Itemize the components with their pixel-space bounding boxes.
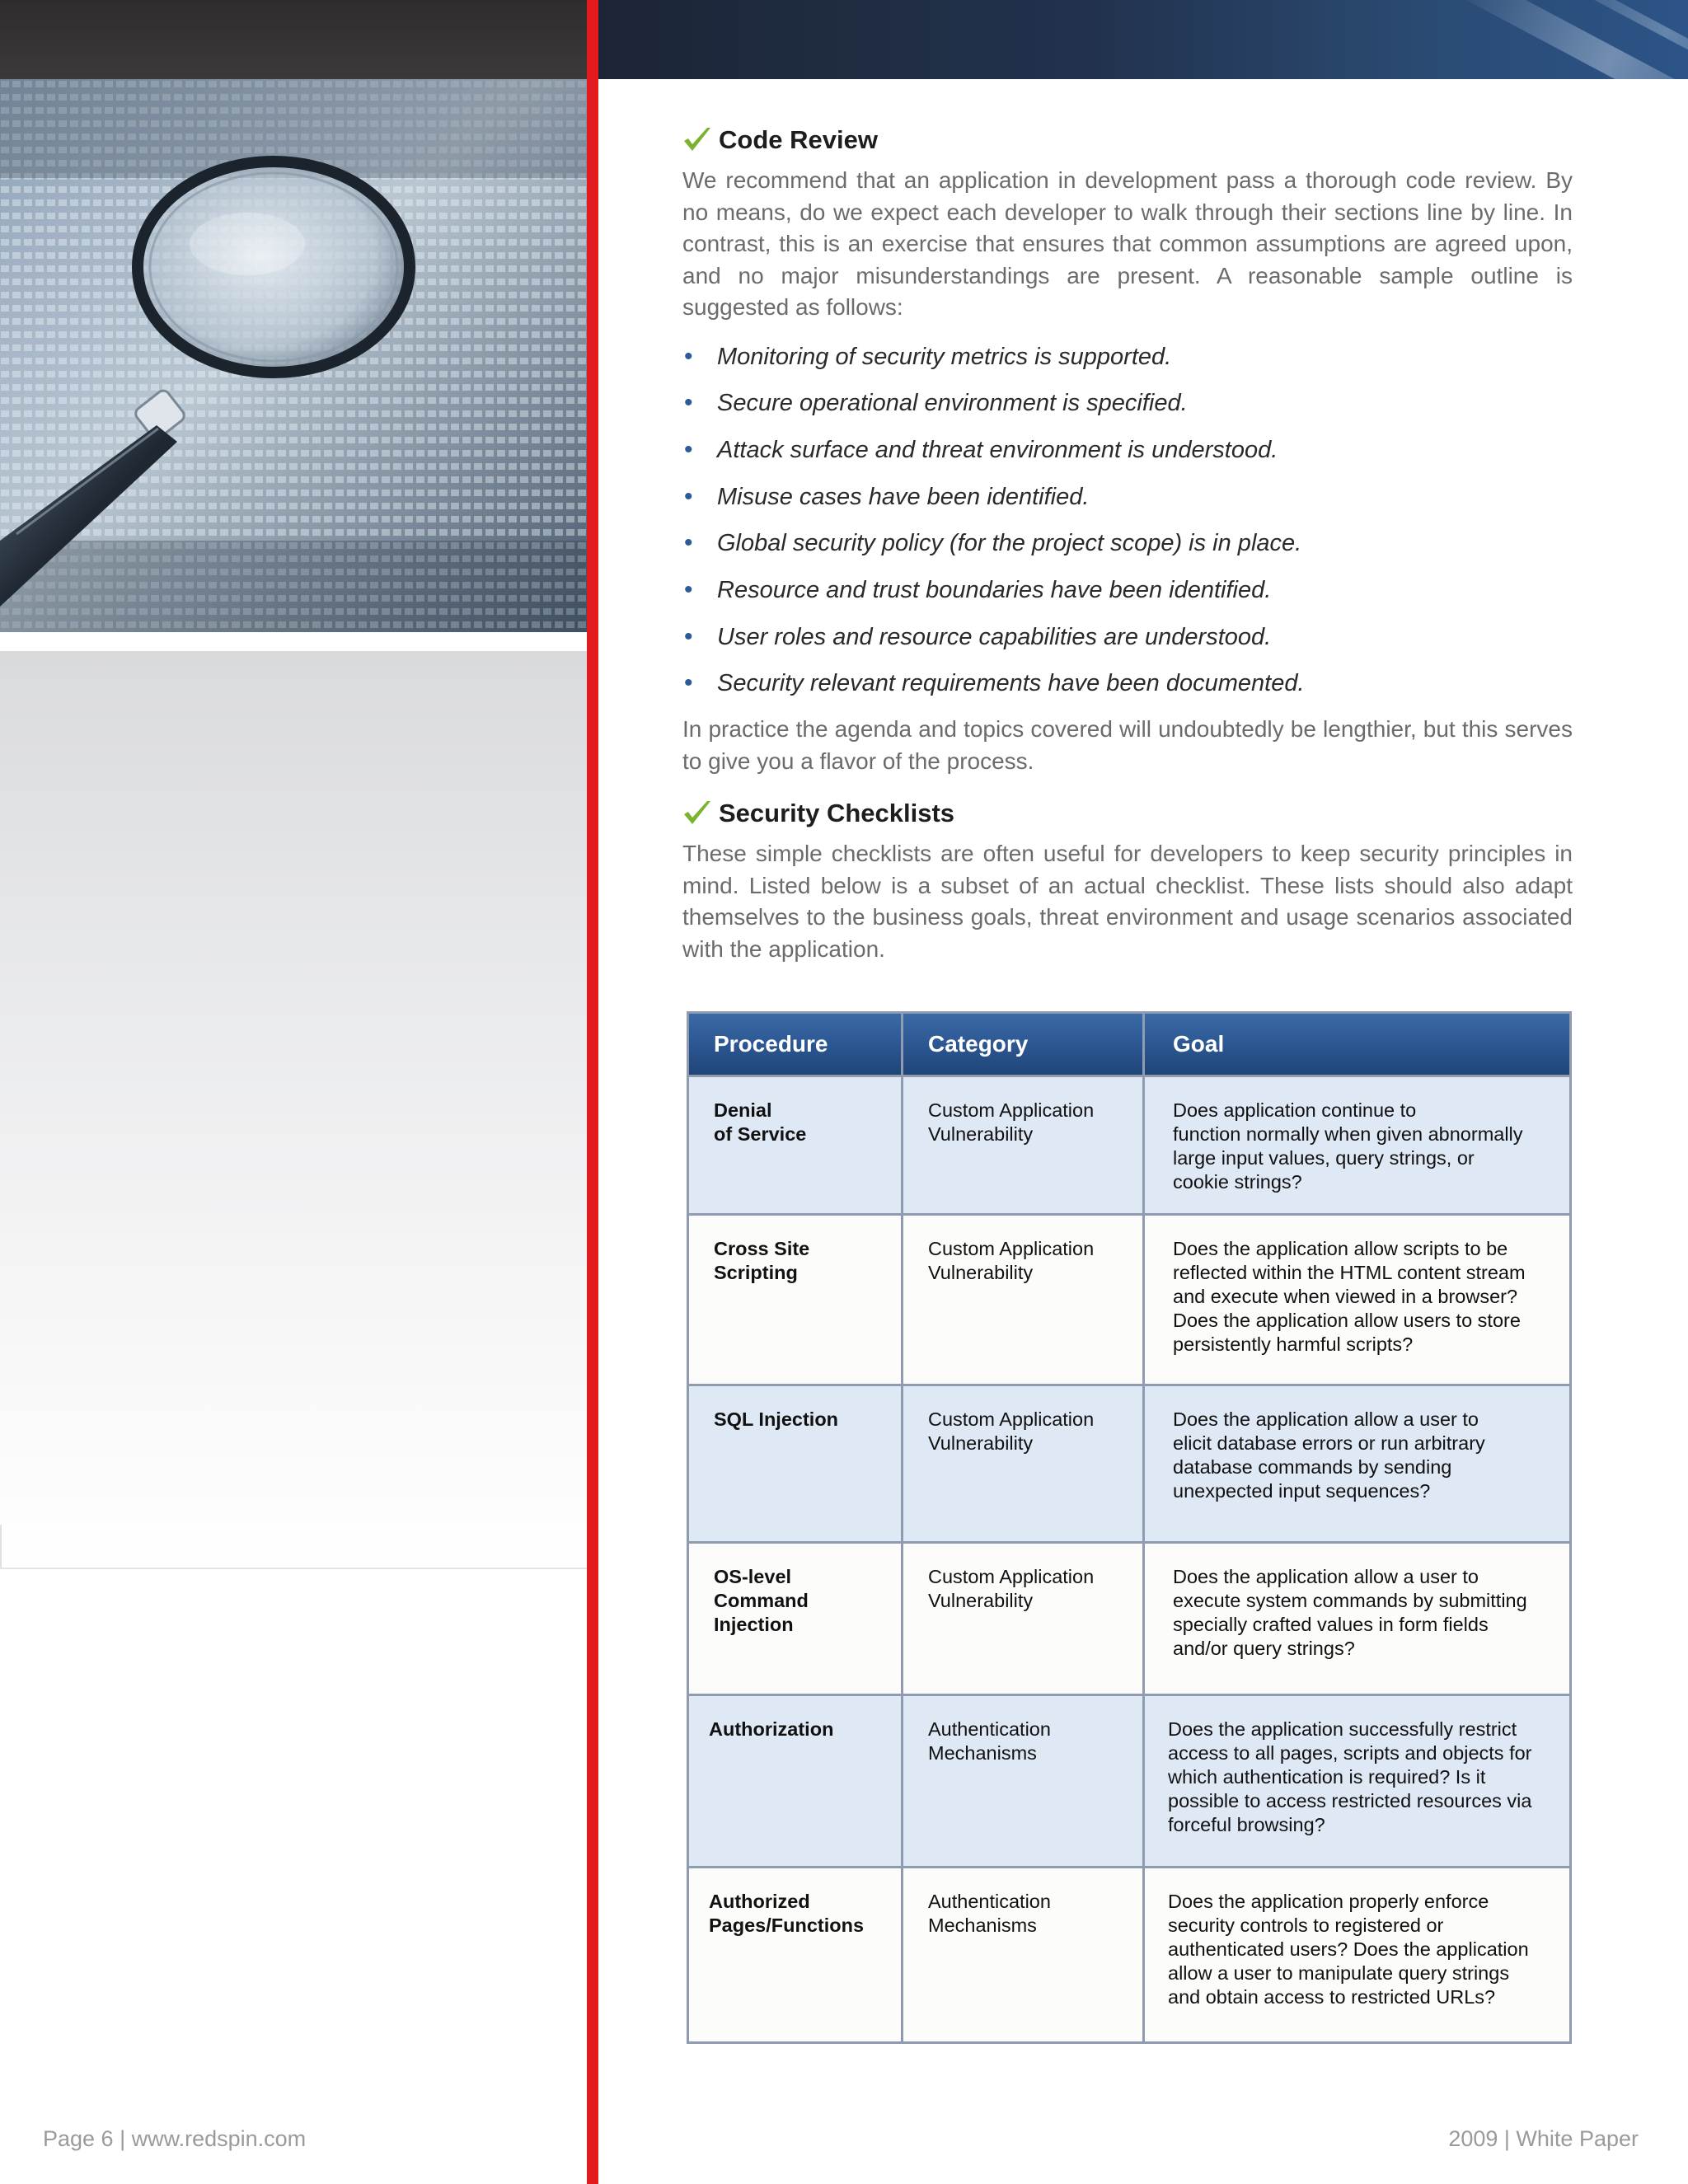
main-content	[682, 124, 1573, 965]
security-checklists-heading	[682, 797, 1573, 830]
security-checklist-table	[687, 1011, 1572, 2044]
list-item	[682, 574, 1573, 621]
list-item	[682, 434, 1573, 480]
sidebar-gradient-panel	[0, 651, 587, 1570]
bullet-dot-icon: •	[684, 575, 693, 603]
list-item	[682, 527, 1573, 574]
bullet-text: Resource and trust boundaries have been identified.	[717, 576, 1272, 603]
column-header-goal: Goal	[1173, 1031, 1225, 1057]
cell-goal: Does the application successfully restrict access to all pages, scripts and objects for which authentication is required? Is it possible to access restricted resources via forceful browsing?	[1168, 1718, 1532, 1835]
green-checkmark-icon	[682, 799, 712, 827]
cell-procedure: Cross Site Scripting	[689, 1216, 903, 1384]
bullet-text: Global security policy (for the project scope) is in place.	[717, 530, 1302, 557]
cell-procedure: Authorization	[689, 1696, 903, 1866]
bullet-dot-icon: •	[684, 342, 693, 370]
cell-category: Authentication Mechanisms	[903, 1868, 1145, 2041]
cell-goal: Does the application allow a user to execute system commands by submitting specially crafted values in form fields and/or query strings?	[1173, 1566, 1527, 1659]
bullet-dot-icon: •	[684, 669, 693, 697]
security-checklists-intro: These simple checklists are often useful for developers to keep security principles in mind. Listed below is a subset of an actual checklist. These lists should also adapt themselves to the business goals, threat environment and usage scenarios associated with the application.	[682, 841, 1573, 962]
bullet-dot-icon: •	[684, 529, 693, 557]
table-row	[689, 1077, 1569, 1216]
bullet-dot-icon: •	[684, 389, 693, 417]
list-item	[682, 621, 1573, 668]
red-divider-bar	[587, 0, 598, 2184]
table-row	[689, 1868, 1569, 2041]
cell-procedure: OS-level Command Injection	[689, 1544, 903, 1694]
list-item	[682, 387, 1573, 434]
cell-goal: Does the application properly enforce security controls to registered or authenticated users? Does the application allow a user to manipulate query strings and obtain access to restricted URLs?	[1168, 1891, 1529, 2008]
table-row	[689, 1544, 1569, 1696]
bullet-dot-icon: •	[684, 482, 693, 510]
cell-category: Custom Application Vulnerability	[903, 1216, 1145, 1384]
bullet-dot-icon: •	[684, 435, 693, 463]
code-review-title: Code Review	[719, 125, 878, 154]
cell-goal: Does application continue to function normally when given abnormally large input values, query strings, or cookie strings?	[1173, 1099, 1523, 1193]
footer-doc-info: 2009 | White Paper	[1448, 2126, 1639, 2151]
table-row	[689, 1386, 1569, 1544]
table-row	[689, 1696, 1569, 1868]
banner-light-streak	[1451, 0, 1688, 79]
code-review-intro: We recommend that an application in development pass a thorough code review. By no means, do we expect each developer to walk through their sections line by line. In contrast, this is an exercise that ensures that common assumptions are agreed upon, and no major misunderstandings are present. A reasonable sample outline is suggested as follows:	[682, 167, 1573, 320]
list-item	[682, 667, 1573, 714]
code-review-heading	[682, 124, 1573, 157]
green-checkmark-icon	[682, 126, 712, 154]
cell-procedure: Authorized Pages/Functions	[689, 1868, 903, 2041]
bullet-text: Attack surface and threat environment is understood.	[717, 436, 1278, 463]
top-left-banner	[0, 0, 587, 79]
bullet-text: Monitoring of security metrics is supported.	[717, 343, 1172, 370]
bullet-text: Security relevant requirements have been documented.	[717, 670, 1305, 697]
cell-goal: Does the application allow a user to elicit database errors or run arbitrary database commands by sending unexpected input sequences?	[1173, 1408, 1485, 1502]
cell-category: Authentication Mechanisms	[903, 1696, 1145, 1866]
cell-procedure: SQL Injection	[689, 1386, 903, 1541]
sidebar-tick-mark	[0, 1525, 2, 1569]
cell-category: Custom Application Vulnerability	[903, 1544, 1145, 1694]
column-header-category: Category	[903, 1014, 1145, 1075]
table-row	[689, 1216, 1569, 1386]
cell-category: Custom Application Vulnerability	[903, 1077, 1145, 1213]
security-checklists-title: Security Checklists	[719, 799, 955, 827]
sidebar-divider-line	[0, 1568, 587, 1569]
cell-goal: Does the application allow scripts to be reflected within the HTML content stream and execute when viewed in a browser? Does the application allow users to store persistently harmful scripts?	[1173, 1238, 1526, 1355]
bullet-text: Secure operational environment is specified.	[717, 390, 1188, 417]
footer-page-info: Page 6 | www.redspin.com	[43, 2126, 307, 2151]
column-header-procedure: Procedure	[689, 1014, 903, 1075]
bullet-text: User roles and resource capabilities are understood.	[717, 623, 1272, 650]
cell-procedure: Denial of Service	[689, 1077, 903, 1213]
magnifying-glass-icon	[0, 79, 587, 632]
cell-category: Custom Application Vulnerability	[903, 1386, 1145, 1541]
hero-image	[0, 79, 587, 632]
top-right-banner	[598, 0, 1688, 79]
list-item	[682, 340, 1573, 387]
bullet-dot-icon: •	[684, 622, 693, 650]
bullet-text: Misuse cases have been identified.	[717, 483, 1090, 510]
table-header-row	[689, 1014, 1569, 1077]
code-review-outro: In practice the agenda and topics covered will undoubtedly be lengthier, but this serves to give you a flavor of the process.	[682, 716, 1573, 774]
code-review-bullet-list	[682, 340, 1573, 715]
list-item	[682, 480, 1573, 527]
